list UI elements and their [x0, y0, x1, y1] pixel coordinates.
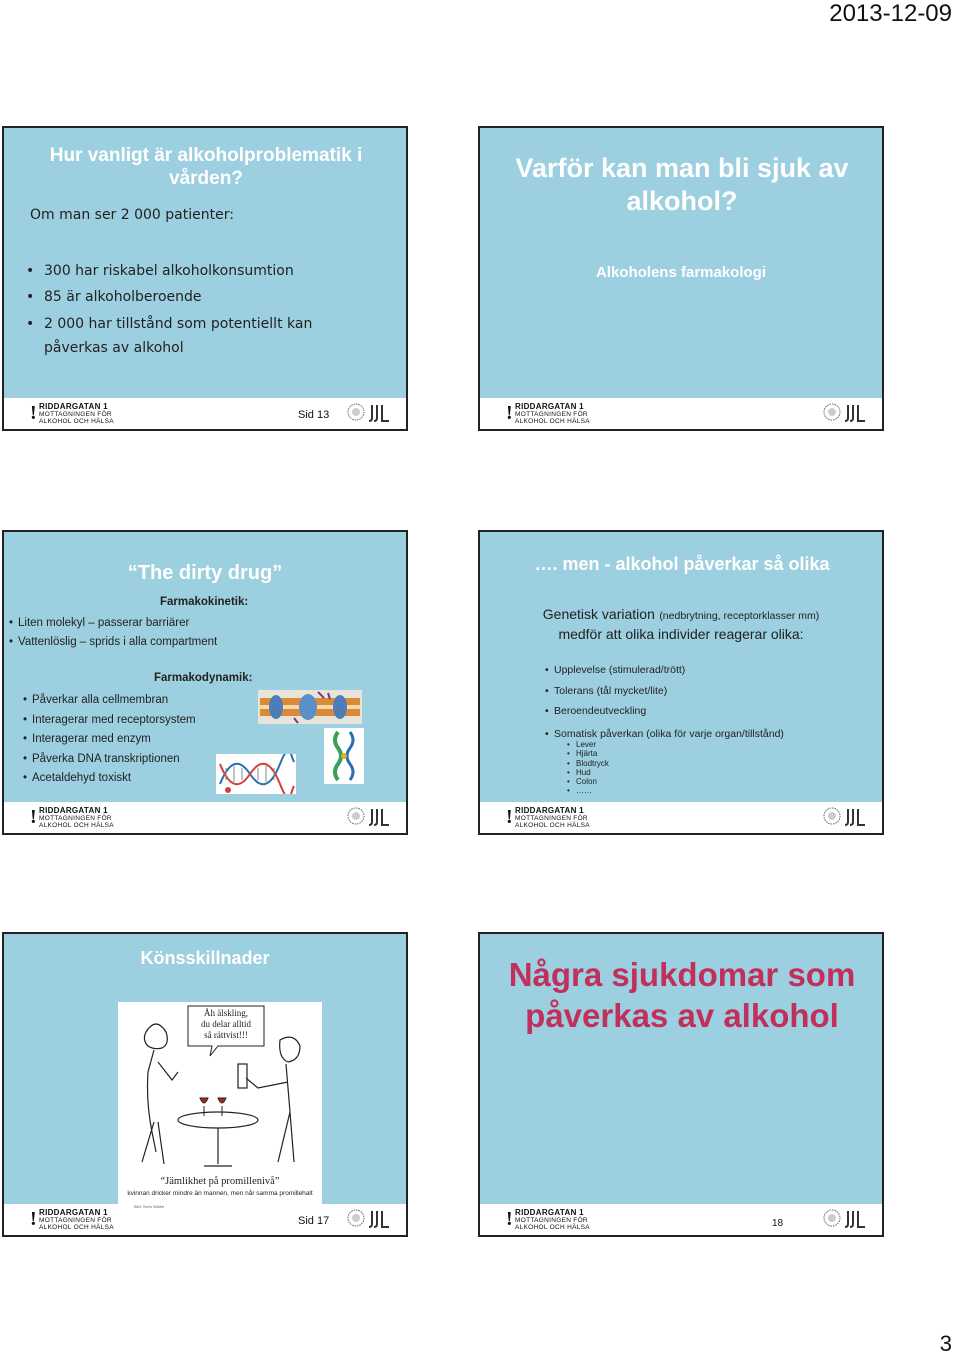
slide-footer: [480, 802, 882, 833]
kinetik-heading: Farmakokinetik:: [160, 596, 249, 608]
riddargatan-logo: ! RIDDARGATAN 1 MOTTAGNINGEN FÖR ALKOHOL OCH HÄLSA: [30, 402, 114, 425]
slide-content: [480, 532, 882, 802]
list-item: • Påverka DNA transkriptionen: [32, 750, 196, 770]
slide-18: [478, 932, 884, 1237]
slide-13: [2, 126, 408, 431]
list-item: • Tolerans (tål mycket/lite): [554, 681, 784, 702]
list-item: • Acetaldehyd toxiskt: [32, 769, 196, 789]
slide-17: [2, 932, 408, 1237]
list-item: • 2 000 har tillstånd som potentiellt kan påverkas av alkohol: [44, 312, 344, 360]
cartoon-caption: “Jämlikhet på promillenivå”: [160, 1176, 280, 1187]
slide-footer: [480, 1204, 882, 1235]
list-item: • 85 är alkoholberoende: [44, 284, 344, 310]
slide-title: Könsskillnader: [140, 948, 270, 968]
cartoon-subcaption: kvinnan dricker mindre än mannen, men når samma promillehalt: [127, 1190, 313, 1197]
genetic-line: Genetisk variation (nedbrytning, receptorklasser mm): [542, 606, 820, 622]
jl-logo-icon: [844, 808, 866, 826]
list-item: • Somatisk påverkan (olika för varje organ/tillstånd): [554, 724, 784, 745]
jl-logo-icon: [368, 1210, 390, 1228]
riddargatan-logo: ! RIDDARGATAN 1 MOTTAGNINGEN FÖR ALKOHOL OCH HÄLSA: [506, 1208, 590, 1231]
slide-title: …. men - alkohol påverkar så olika: [534, 554, 830, 574]
speech-bubble-text: Åh älskling, du delar alltid så rättvist!!!: [201, 1008, 251, 1040]
slide-subtitle: Alkoholens farmakologi: [595, 264, 767, 281]
list-item: • Colon: [576, 777, 609, 786]
slide-content: [480, 128, 882, 398]
slide-footer: [4, 398, 406, 429]
list-item: • Påverkar alla cellmembran: [32, 691, 196, 711]
list-item: • ……: [576, 786, 609, 795]
seal-icon: [822, 1208, 842, 1228]
sub-bullet-list: [576, 740, 609, 796]
slide-title: “The dirty drug”: [127, 562, 283, 584]
slide-title: Varför kan man bli sjuk av alkohol?: [515, 153, 849, 216]
list-item: • Interagerar med enzym: [32, 730, 196, 750]
slide-number: Sid 13: [298, 409, 330, 421]
slide-content: [4, 128, 406, 398]
slide-content: [4, 532, 406, 802]
riddargatan-logo: ! RIDDARGATAN 1 MOTTAGNINGEN FÖR ALKOHOL OCH HÄLSA: [30, 806, 114, 829]
bullet-list: [554, 660, 784, 744]
genetic-line-2: medför att olika individer reagerar olika:: [558, 626, 804, 642]
page-number: 3: [939, 1331, 952, 1356]
seal-icon: [346, 1208, 366, 1228]
receptor-illustration: [324, 728, 364, 784]
list-item: • Interagerar med receptorsystem: [32, 711, 196, 731]
slide-15: [2, 530, 408, 835]
list-item: • Vattenlöslig – sprids i alla compartment: [18, 633, 217, 652]
slide-footer: [480, 398, 882, 429]
slide-subtitle: Om man ser 2 000 patienter:: [30, 207, 234, 223]
slide-14: [478, 126, 884, 431]
seal-icon: [346, 402, 366, 422]
slide-footer: [4, 802, 406, 833]
list-item: • Lever: [576, 740, 609, 749]
jl-logo-icon: [844, 1210, 866, 1228]
list-item: • Hjärta: [576, 749, 609, 758]
list-item: • 300 har riskabel alkoholkonsumtion: [44, 258, 344, 284]
jl-logo-icon: [368, 404, 390, 422]
seal-icon: [822, 402, 842, 422]
cartoon-panel: [118, 1002, 322, 1204]
dna-illustration: [216, 754, 296, 794]
list-item: • Blodtryck: [576, 759, 609, 768]
dynamik-heading: Farmakodynamik:: [154, 672, 253, 684]
list-item: • Liten molekyl – passerar barriärer: [18, 614, 217, 633]
print-date: 2013-12-09: [829, 0, 952, 27]
slide-content: [480, 934, 882, 1204]
jl-logo-icon: [844, 404, 866, 422]
list-item: • Beroendeutveckling: [554, 701, 784, 722]
bullet-list: [44, 258, 344, 360]
riddargatan-logo: ! RIDDARGATAN 1 MOTTAGNINGEN FÖR ALKOHOL OCH HÄLSA: [30, 1208, 114, 1231]
jl-logo-icon: [368, 808, 390, 826]
list-item: • Hud: [576, 768, 609, 777]
slide-16: [478, 530, 884, 835]
riddargatan-logo: ! RIDDARGATAN 1 MOTTAGNINGEN FÖR ALKOHOL OCH HÄLSA: [506, 402, 590, 425]
dynamik-list: [32, 691, 196, 789]
slide-footer: [4, 1204, 406, 1235]
slide-title: Hur vanligt är alkoholproblematik i vården?: [49, 145, 363, 189]
slide-number: 18: [772, 1218, 784, 1229]
cell-membrane-illustration: [258, 690, 362, 724]
seal-icon: [346, 806, 366, 826]
slide-content: [4, 934, 406, 1204]
seal-icon: [822, 806, 842, 826]
kinetik-list: [18, 614, 217, 652]
slide-number: Sid 17: [298, 1215, 330, 1227]
list-item: • Upplevelse (stimulerad/trött): [554, 660, 784, 681]
riddargatan-logo: ! RIDDARGATAN 1 MOTTAGNINGEN FÖR ALKOHOL OCH HÄLSA: [506, 806, 590, 829]
image-credit: Bild: Sven Wikén: [134, 1204, 165, 1209]
slide-title: Några sjukdomar som påverkas av alkohol: [508, 956, 856, 1034]
